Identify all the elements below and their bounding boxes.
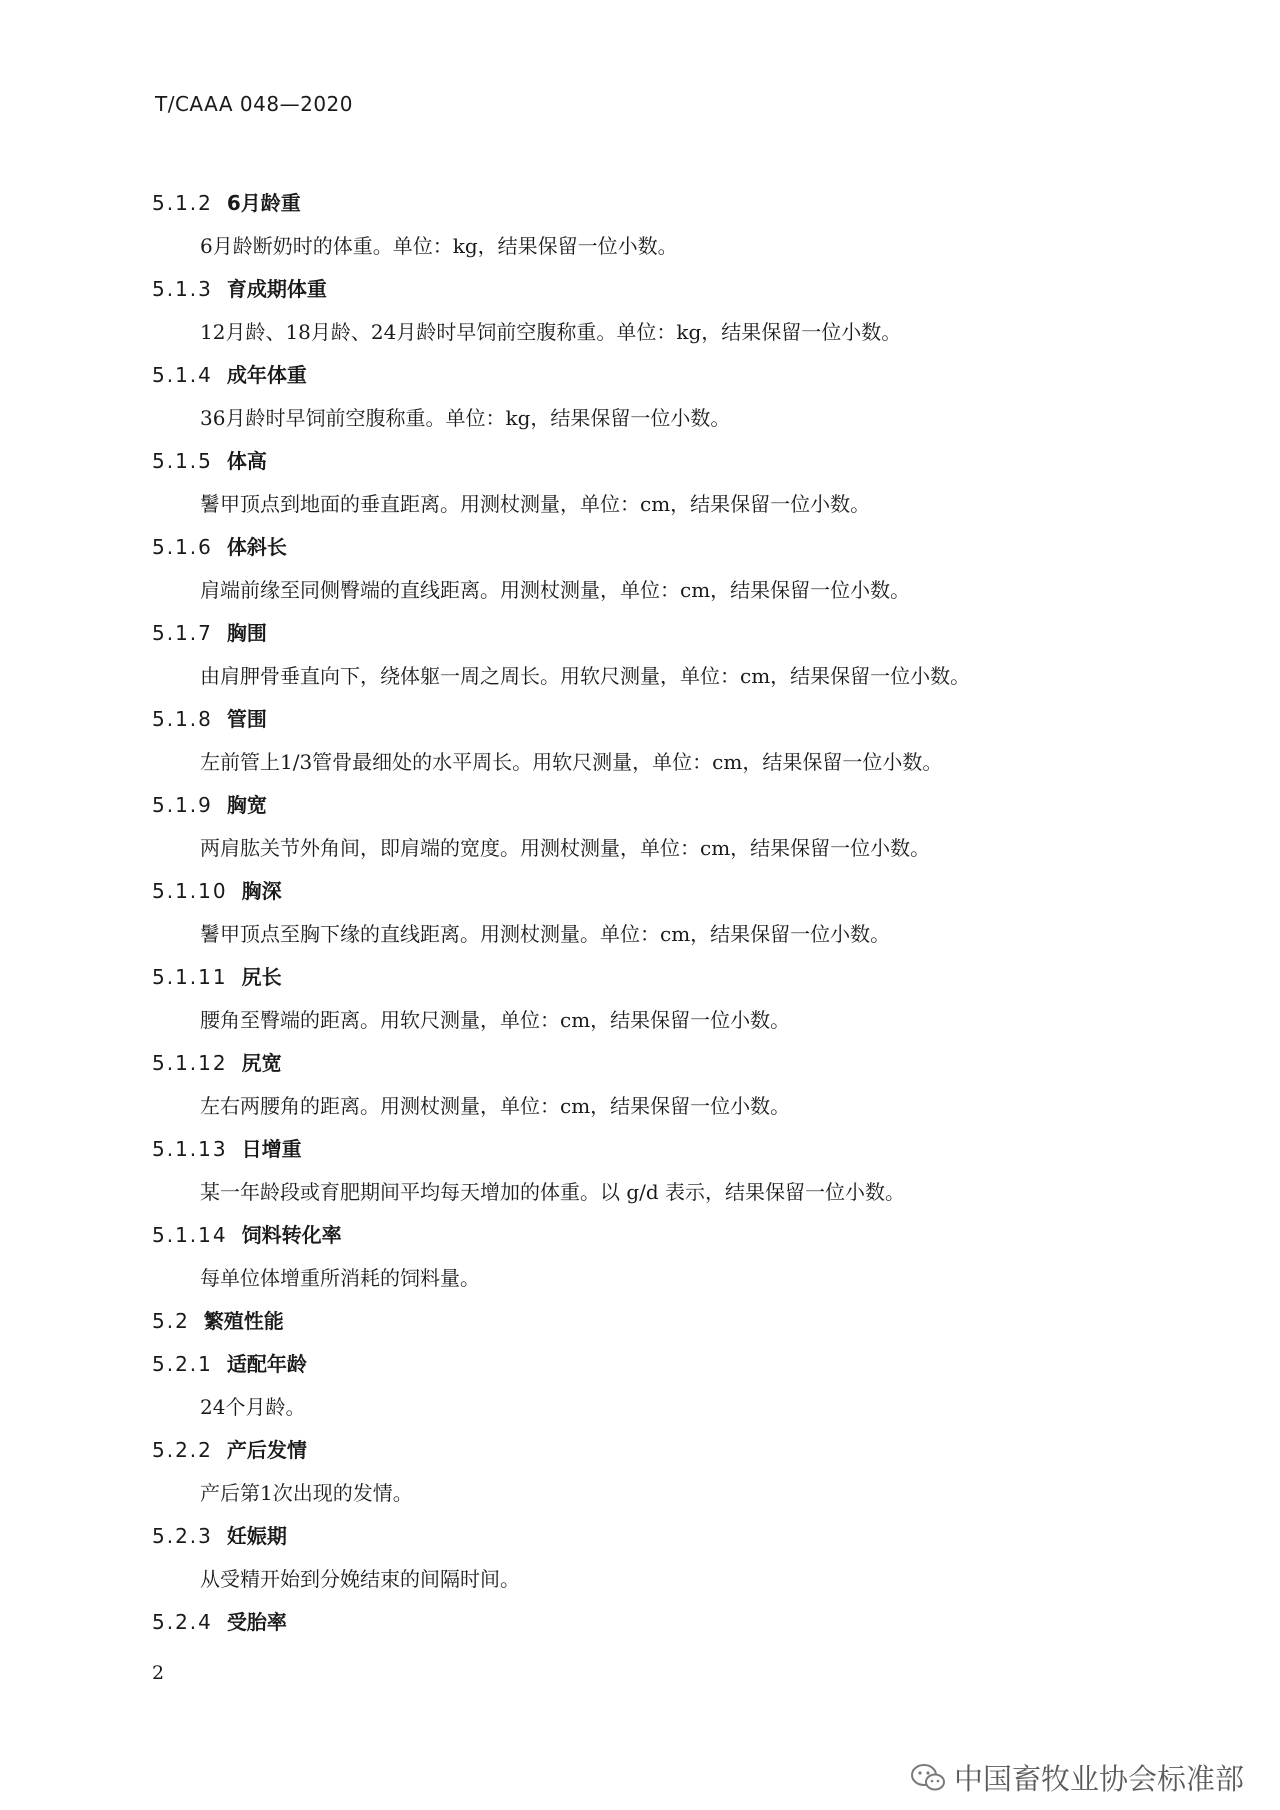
section-number: 5.1.11	[152, 965, 228, 989]
section-text: 从受精开始到分娩结束的间隔时间。	[200, 1567, 520, 1591]
section-number: 5.1.9	[152, 793, 213, 817]
section-text: 鬐甲顶点到地面的垂直距离。用测杖测量，单位：cm，结果保留一位小数。	[200, 492, 871, 516]
section-number: 5.2.4	[152, 1610, 213, 1634]
section-heading	[152, 1214, 1152, 1257]
section-heading	[152, 1300, 1152, 1343]
section-heading	[152, 1042, 1152, 1085]
section-heading	[152, 1128, 1152, 1171]
section-title: 体高	[226, 449, 267, 473]
section-text: 某一年龄段或育肥期间平均每天增加的体重。以 g/d 表示，结果保留一位小数。	[200, 1180, 906, 1204]
section-number: 5.2.2	[152, 1438, 213, 1462]
section-title: 胸深	[241, 879, 282, 903]
section-title: 体斜长	[226, 535, 287, 559]
section-title: 妊娠期	[226, 1524, 287, 1548]
section-title: 受胎率	[226, 1610, 287, 1634]
section-number: 5.1.5	[152, 449, 213, 473]
section-text: 腰角至臀端的距离。用软尺测量，单位：cm，结果保留一位小数。	[200, 1008, 791, 1032]
section-text: 由肩胛骨垂直向下，绕体躯一周之周长。用软尺测量，单位：cm，结果保留一位小数。	[200, 664, 971, 688]
section-text: 每单位体增重所消耗的饲料量。	[200, 1266, 480, 1290]
section-title: 适配年龄	[226, 1352, 307, 1376]
section-title: 成年体重	[226, 363, 307, 387]
wechat-icon	[910, 1763, 946, 1793]
section-title: 管围	[226, 707, 267, 731]
section-heading	[152, 1601, 1152, 1644]
section-number: 5.2.3	[152, 1524, 213, 1548]
section-title: 胸宽	[226, 793, 267, 817]
section-number: 5.1.14	[152, 1223, 228, 1247]
section-text: 左右两腰角的距离。用测杖测量，单位：cm，结果保留一位小数。	[200, 1094, 791, 1118]
watermark-text: 中国畜牧业协会标准部	[953, 1762, 1244, 1796]
section-number: 5.1.2	[152, 191, 213, 215]
section-text: 肩端前缘至同侧臀端的直线距离。用测杖测量，单位：cm，结果保留一位小数。	[200, 578, 911, 602]
section-heading	[152, 182, 1152, 225]
section-heading	[152, 612, 1152, 655]
section-number: 5.1.13	[152, 1137, 228, 1161]
section-heading	[152, 698, 1152, 741]
standard-code: T/CAAA 048—2020	[155, 92, 354, 116]
section-title: 产后发情	[226, 1438, 307, 1462]
section-number: 5.2.1	[152, 1352, 213, 1376]
section-title: 育成期体重	[226, 277, 327, 301]
section-number: 5.1.4	[152, 363, 213, 387]
section-title: 尻宽	[241, 1051, 282, 1075]
section-number: 5.1.10	[152, 879, 228, 903]
section-heading	[152, 1515, 1152, 1558]
section-title: 繁殖性能	[203, 1309, 284, 1333]
section-text: 12月龄、18月龄、24月龄时早饲前空腹称重。单位：kg，结果保留一位小数。	[200, 320, 902, 344]
section-heading	[152, 1343, 1152, 1386]
section-number: 5.1.7	[152, 621, 213, 645]
section-heading	[152, 354, 1152, 397]
section-number: 5.1.3	[152, 277, 213, 301]
section-heading	[152, 268, 1152, 311]
section-title: 日增重	[241, 1137, 302, 1161]
section-heading	[152, 440, 1152, 483]
section-text: 两肩肱关节外角间，即肩端的宽度。用测杖测量，单位：cm，结果保留一位小数。	[200, 836, 931, 860]
section-heading	[152, 526, 1152, 569]
watermark	[910, 1757, 1244, 1798]
section-text: 产后第1次出现的发情。	[200, 1481, 413, 1505]
section-number: 5.1.12	[152, 1051, 228, 1075]
section-text: 24个月龄。	[200, 1395, 306, 1419]
section-heading	[152, 956, 1152, 999]
section-title: 6月龄重	[226, 191, 301, 215]
section-title: 尻长	[241, 965, 282, 989]
section-title: 饲料转化率	[241, 1223, 342, 1247]
section-heading	[152, 870, 1152, 913]
section-heading	[152, 784, 1152, 827]
section-text: 左前管上1/3管骨最细处的水平周长。用软尺测量，单位：cm，结果保留一位小数。	[200, 750, 943, 774]
page-number: 2	[152, 1662, 165, 1684]
section-number: 5.2	[152, 1309, 190, 1333]
section-text: 鬐甲顶点至胸下缘的直线距离。用测杖测量。单位：cm，结果保留一位小数。	[200, 922, 891, 946]
section-number: 5.1.8	[152, 707, 213, 731]
section-text: 36月龄时早饲前空腹称重。单位：kg，结果保留一位小数。	[200, 406, 731, 430]
section-number: 5.1.6	[152, 535, 213, 559]
section-text: 6月龄断奶时的体重。单位：kg，结果保留一位小数。	[200, 234, 678, 258]
document-body	[152, 182, 1152, 1644]
section-title: 胸围	[226, 621, 267, 645]
section-heading	[152, 1429, 1152, 1472]
